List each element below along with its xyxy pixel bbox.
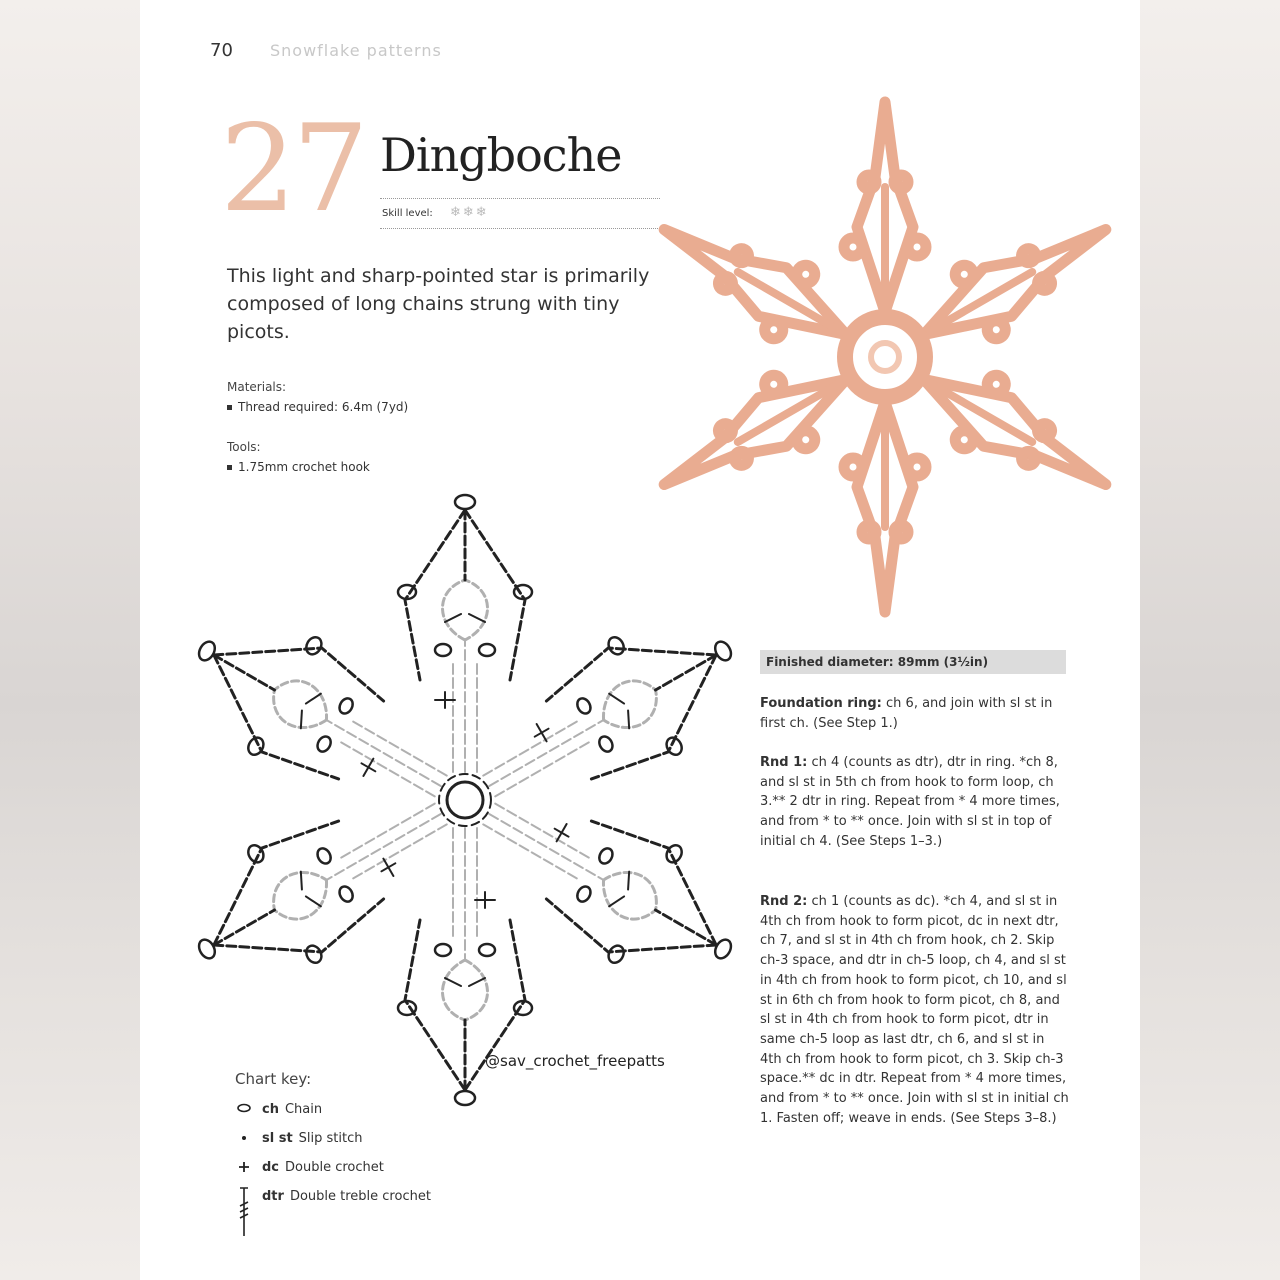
pattern-number: 27 [220, 100, 365, 239]
chart-key-item-slip-stitch [262, 1131, 363, 1146]
key-name: Double treble crochet [289, 1189, 431, 1204]
rnd1-text: ch 4 (counts as dtr), dtr in ring. *ch 8, and sl st in 5th ch from hook to form loop, ch 3.** 2 dtr in ring. Repeat from * 4 more times, and from * to ** once. Join with sl st in top of initial ch 4. (See Steps 1–3.) [760, 755, 1060, 849]
materials-item-text: Thread required: 6.4m (7yd) [238, 400, 409, 414]
tools-item [227, 460, 370, 474]
rnd1-label: Rnd 1: [760, 755, 808, 770]
finished-diameter: Finished diameter: 89mm (3½in) [760, 650, 1066, 674]
materials-item [227, 400, 408, 414]
round-1-instruction [760, 753, 1070, 852]
skill-divider [380, 228, 660, 229]
key-abbr: dc [262, 1160, 280, 1175]
chart-key-title: Chart key: [235, 1070, 312, 1088]
round-2-instruction [760, 892, 1070, 1128]
materials-label: Materials: [227, 380, 287, 394]
oval-icon [236, 1103, 252, 1113]
rnd2-label: Rnd 2: [760, 894, 808, 909]
background-blur-right [1140, 0, 1280, 1280]
running-head: Snowflake patterns [270, 41, 442, 60]
rnd2-text: ch 1 (counts as dc). *ch 4, and sl st in 4th ch from hook to form picot, dc in next dtr, ch 7, and sl st in 4th ch from hook, ch 2. Skip ch-3 space, and dtr in ch-5 loop, ch 4, and sl st in 4th ch from hook to form picot, ch 10, and sl st in 6th ch from hook to form picot, ch 8, and sl st in 4th ch from hook to form picot, dtr in same ch-5 loop as last dtr, ch 6, and sl st in 4th ch from hook to form picot, ch 3. Skip ch-3 space.** dc in dtr. Repeat from * 4 more times, and from * to ** once. Join with sl st in initial ch 1. Fasten off; weave in ends. (See Steps 3–8.) [760, 894, 1069, 1126]
foundation-ring-instruction [760, 694, 1070, 733]
key-abbr: ch [262, 1102, 279, 1117]
book-page [140, 0, 1140, 1280]
skill-level-label: Skill level: [382, 208, 433, 219]
background-blur-left [0, 0, 140, 1280]
tools-item-text: 1.75mm crochet hook [238, 460, 370, 474]
key-name: Double crochet [285, 1160, 384, 1175]
bullet-icon [227, 465, 232, 470]
key-name: Slip stitch [298, 1131, 363, 1146]
key-name: Chain [284, 1102, 323, 1117]
chart-key-item-double-treble [262, 1189, 431, 1204]
title-divider [380, 198, 660, 199]
crochet-chart-diagram [185, 490, 745, 1110]
dtr-icon [236, 1186, 252, 1238]
foundation-text: ch 6, and join with sl st in first ch. (See Step 1.) [760, 696, 1053, 731]
snowflake-icon: ❄❄❄ [450, 205, 489, 220]
foundation-label: Foundation ring: [760, 696, 882, 711]
pattern-title: Dingboche [380, 128, 622, 182]
pattern-intro: This light and sharp-pointed star is primarily composed of long chains strung with tiny picots. [227, 265, 650, 343]
bullet-icon [227, 405, 232, 410]
page-number: 70 [210, 40, 233, 61]
chart-key-item-chain [262, 1102, 322, 1117]
tools-label: Tools: [227, 440, 261, 454]
watermark-handle: @sav_crochet_freepatts [485, 1052, 665, 1070]
chart-key-item-double-crochet [262, 1160, 384, 1175]
dot-icon [236, 1133, 252, 1143]
key-abbr: dtr [262, 1189, 284, 1204]
key-abbr: sl st [262, 1131, 293, 1146]
plus-icon [236, 1160, 252, 1174]
